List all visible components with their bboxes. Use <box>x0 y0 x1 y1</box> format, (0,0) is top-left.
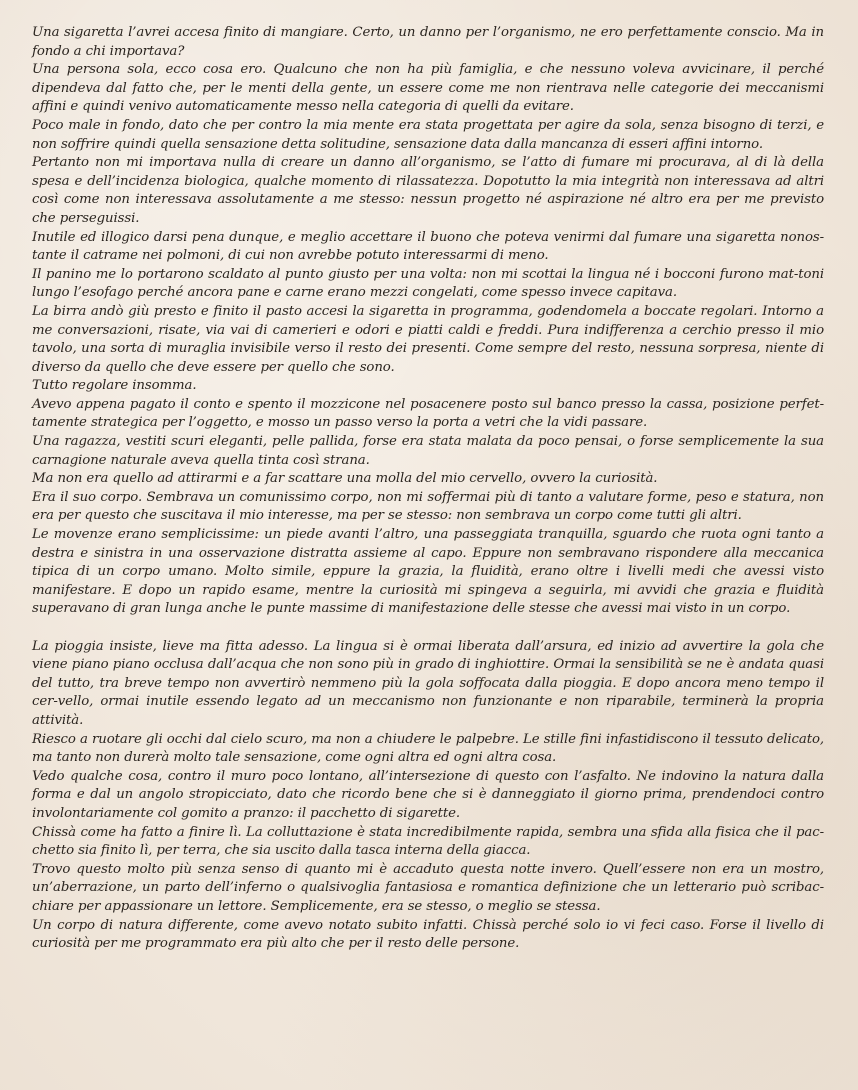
paragraph-17: Chissà come ha fatto a finire lì. La colluttazione è stata incredibilmente rapida, sembra una sfida alla fisica che il pac-chetto sia finito lì, per terra, che sia uscito dalla tasca interna della giacca. <box>32 824 824 859</box>
paragraph-7: La birra andò giù presto e finito il pasto accesi la sigaretta in programma, godendomela a boccate regolari. Intorno a me conversazioni, risate, via vai di camerieri e odori e piatti caldi e freddi. Pura indifferenza a cerchio presso il mio tavolo, una sorta di muraglia invisibile verso il resto dei presenti. Come sempre del resto, nessuna sorpresa, niente di diverso da quello che deve essere per quello che sono. <box>32 303 824 375</box>
paragraph-13: Le movenze erano semplicissime: un piede avanti l’altro, una passeggiata tranquilla, sguardo che ruota ogni tanto a destra e sinistra in una osservazione distratta assieme al capo. Eppure non sembravano rispondere alla meccanica tipica di un corpo umano. Molto simile, eppure la grazia, la fluidità, erano oltre i livelli medi che avessi visto manifestare. E dopo un rapido esame, mentre la curiosità mi spingeva a seguirla, mi avvidi che grazia e fluidità superavano di gran lunga anche le punte massime di manifestazione delle stesse che avessi mai visto in un corpo. <box>32 527 824 617</box>
section-break <box>32 619 824 638</box>
paragraph-19: Un corpo di natura differente, come avevo notato subito infatti. Chissà perché solo io vi feci caso. Forse il livello di curiosità per me programmato era più alto che per il resto delle persone. <box>32 917 824 952</box>
paragraph-15: Riesco a ruotare gli occhi dal cielo scuro, ma non a chiudere le palpebre. Le stille fini infastidiscono il tessuto delicato, ma tanto non durerà molto tale sensazione, come ogni altra ed ogni altra cosa. <box>32 731 824 766</box>
paragraph-14: La pioggia insiste, lieve ma fitta adesso. La lingua si è ormai liberata dall’arsura, ed inizio ad avvertire la gola che viene piano piano occlusa dall’acqua che non sono più in grado di inghiottire. Ormai la sensibilità se ne è andata quasi del tutto, tra breve tempo non avvertirò nemmeno più la gola soffocata dalla pioggia. E dopo ancora meno tempo il cer-vello, ormai inutile essendo legato ad un meccanismo non funzionante e non riparabile, terminerà la propria attività. <box>32 638 824 728</box>
story-text <box>32 24 824 954</box>
paragraph-4: Pertanto non mi importava nulla di creare un danno all’organismo, se l’atto di fumare mi procurava, al di là della spesa e dell’incidenza biologica, qualche momento di rilassatezza. Dopotutto la mia integrità non interessava ad altri così come non interessava assolutamente a me stesso: nessun progetto né aspirazione né altro era per me previsto che perseguissi. <box>32 155 824 226</box>
paragraph-8: Tutto regolare insomma. <box>32 378 197 394</box>
paragraph-2: Una persona sola, ecco cosa ero. Qualcuno che non ha più famiglia, e che nessuno voleva avvicinare, il perché dipendeva dal fatto che, per le menti della gente, un essere come me non rientrava nelle categorie dei meccanismi affini e quindi venivo automaticamente messo nella categoria di quelli da evitare. <box>32 62 824 115</box>
paragraph-16: Vedo qualche cosa, contro il muro poco lontano, all’intersezione di questo con l’asfalto. Ne indovino la natura dalla forma e dal un angolo stropicciato, dato che ricordo bene che si è danneggiato il giorno prima, prendendoci contro involontariamente col gomito a pranzo: il pacchetto di sigarette. <box>32 768 824 821</box>
paragraph-10: Una ragazza, vestiti scuri eleganti, pelle pallida, forse era stata malata da poco pensai, o forse semplicemente la sua carnagione naturale aveva quella tinta così strana. <box>32 434 824 468</box>
paragraph-9: Avevo appena pagato il conto e spento il mozzicone nel posacenere posto sul banco presso la cassa, posizione perfet-tamente strategica per l’oggetto, e mosso un passo verso la porta a vetri che la vidi passare. <box>32 396 824 431</box>
paragraph-3: Poco male in fondo, dato che per contro la mia mente era stata progettata per agire da sola, senza bisogno di terzi, e non soffrire quindi quella sensazione detta solitudine, sensazione data dalla mancanza di esseri affini intorno. <box>32 117 824 152</box>
paragraph-12: Era il suo corpo. Sembrava un comunissimo corpo, non mi soffermai più di tanto a valutare forme, peso e statura, non era per questo che suscitava il mio interesse, ma per se stesso: non sembrava un corpo come tutti gli altri. <box>32 489 824 524</box>
paragraph-11: Ma non era quello ad attirarmi e a far scattare una molla del mio cervello, ovvero la curiosità. <box>32 471 658 487</box>
paragraph-1: Una sigaretta l’avrei accesa finito di mangiare. Certo, un danno per l’organismo, ne ero perfettamente conscio. Ma in fondo a chi importava? <box>32 25 824 59</box>
paragraph-6: Il panino me lo portarono scaldato al punto giusto per una volta: non mi scottai la lingua né i bocconi furono mat-toni lungo l’esofago perché ancora pane e carne erano mezzi congelati, come spesso invece capitava. <box>32 266 824 301</box>
paragraph-18: Trovo questo molto più senza senso di quanto mi è accaduto questa notte invero. Quell’essere non era un mostro, un’aberrazione, un parto dell’inferno o qualsivoglia fantasiosa e romantica definizione che un letterario può scribac-chiare per appassionare un lettore. Semplicemente, era se stesso, o meglio se stessa. <box>32 861 824 914</box>
paragraph-5: Inutile ed illogico darsi pena dunque, e meglio accettare il buono che poteva venirmi dal fumare una sigaretta nonos-tante il catrame nei polmoni, di cui non avrebbe potuto interessarmi di meno. <box>32 229 824 264</box>
